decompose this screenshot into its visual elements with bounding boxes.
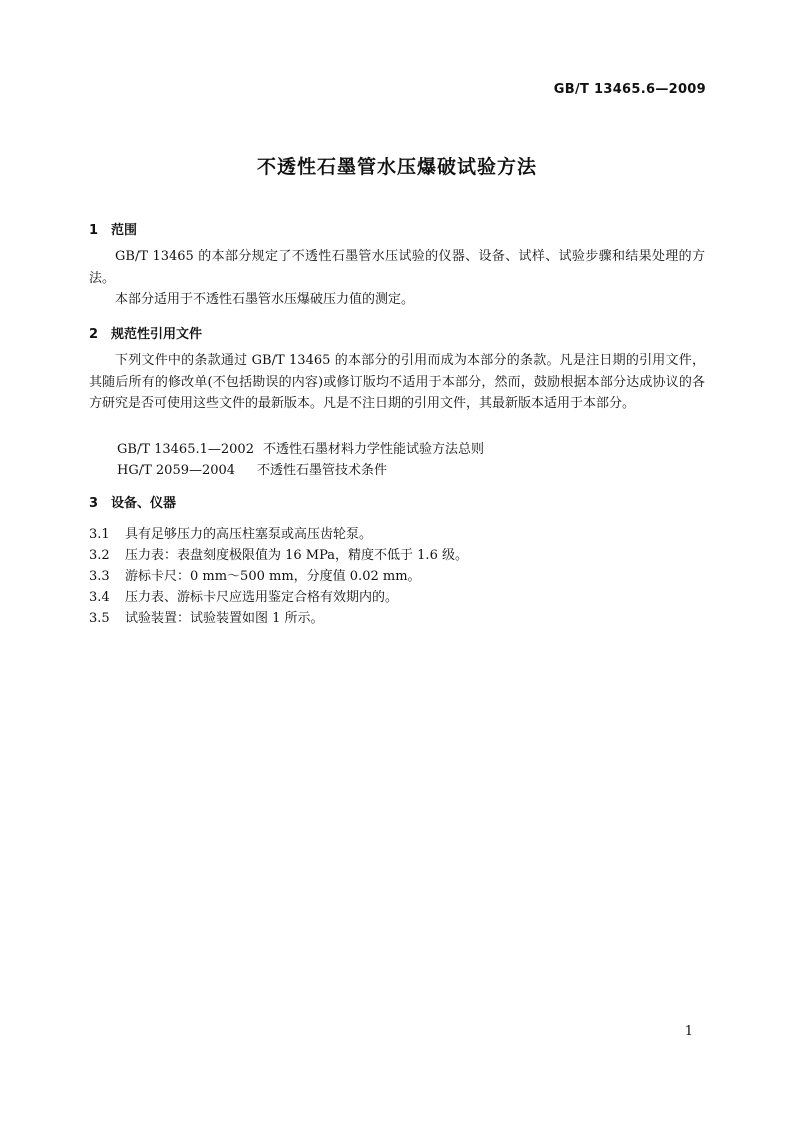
reference-code: HG/T 2059—2004 xyxy=(117,463,236,478)
list-item xyxy=(89,544,468,563)
paragraph: 下列文件中的条款通过 GB/T 13465 的本部分的引用而成为本部分的条款。凡是注日期的引用文件，其随后所有的修改单(不包括勘误的内容)或修订版均不适用于本部分，然而，鼓励根据本部分达成协议的各方研究是否可使用这些文件的最新版本。凡是不注日期的引用文件，其最新版本适用于本部分。 xyxy=(89,353,705,411)
reference-title: 不透性石墨管技术条件 xyxy=(257,463,388,478)
section-title: 规范性引用文件 xyxy=(111,327,203,342)
item-number: 3.3 xyxy=(89,569,110,584)
item-text: 压力表、游标卡尺应选用鉴定合格有效期内的。 xyxy=(125,590,399,605)
section-number: 2 xyxy=(89,327,99,342)
item-text: 试验装置：试验装置如图 1 所示。 xyxy=(125,611,324,626)
paragraph: GB/T 13465 的本部分规定了不透性石墨管水压试验的仪器、设备、试样、试验步骤和结果处理的方法。 xyxy=(89,249,705,286)
reference-code: GB/T 13465.1—2002 xyxy=(117,442,254,457)
section-number: 3 xyxy=(89,496,99,511)
reference-title: 不透性石墨材料力学性能试验方法总则 xyxy=(263,442,485,457)
list-item xyxy=(89,565,421,584)
section-title: 范围 xyxy=(111,223,138,238)
item-text: 压力表：表盘刻度极限值为 16 MPa，精度不低于 1.6 级。 xyxy=(125,548,468,563)
page-number: 1 xyxy=(684,1024,693,1039)
item-number: 3.5 xyxy=(89,611,110,626)
item-number: 3.4 xyxy=(89,590,110,605)
list-item xyxy=(89,607,324,626)
section-number: 1 xyxy=(89,223,99,238)
reference-entry xyxy=(117,459,387,478)
item-text: 游标卡尺：0 mm～500 mm，分度值 0.02 mm。 xyxy=(125,569,421,584)
section-title: 设备、仪器 xyxy=(111,496,177,511)
item-number: 3.2 xyxy=(89,548,110,563)
document-code: GB/T 13465.6—2009 xyxy=(553,82,706,97)
paragraph: 本部分适用于不透性石墨管水压爆破压力值的测定。 xyxy=(115,292,415,307)
section-heading-2 xyxy=(89,323,202,342)
list-item xyxy=(89,523,372,542)
page-title: 不透性石墨管水压爆破试验方法 xyxy=(256,156,537,178)
list-item xyxy=(89,586,398,605)
section-heading-1 xyxy=(89,219,137,238)
item-number: 3.1 xyxy=(89,527,110,542)
section-heading-3 xyxy=(89,492,176,511)
item-text: 具有足够压力的高压柱塞泵或高压齿轮泵。 xyxy=(125,527,373,542)
reference-entry xyxy=(117,438,484,457)
